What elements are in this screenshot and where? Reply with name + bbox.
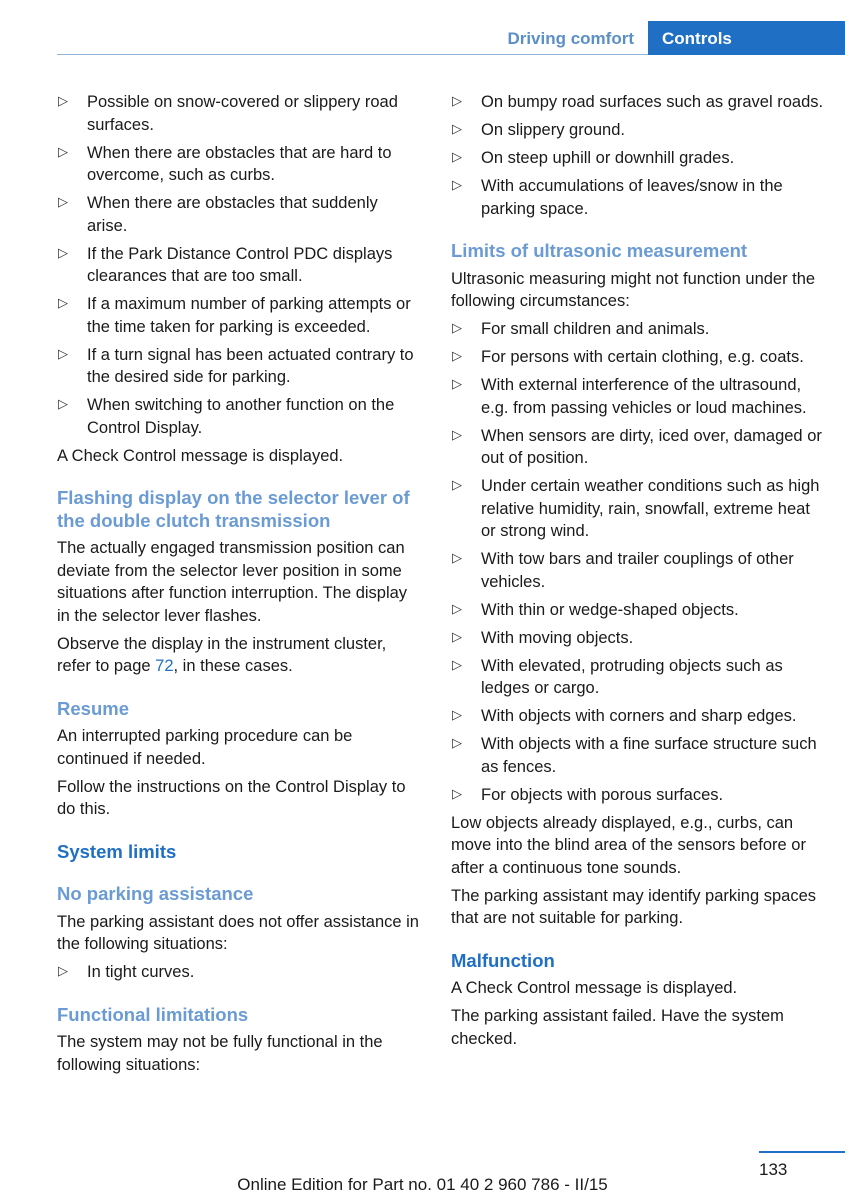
triangle-right-icon: ▷ — [58, 397, 68, 412]
paragraph: The system may not be fully functional in the following situations: — [57, 1033, 383, 1074]
list-item — [57, 142, 422, 187]
list-item-text: With objects with a fine surface structure such as fences. — [481, 735, 817, 776]
heading-ultrasonic-limits: Limits of ultrasonic measurement — [451, 240, 748, 261]
triangle-right-icon: ▷ — [452, 150, 462, 165]
list-item — [57, 293, 422, 338]
paragraph: The parking assistant does not offer assistance in the following situations: — [57, 912, 419, 953]
heading-system-limits: System limits — [57, 840, 177, 862]
paragraph: An interrupted parking procedure can be continued if needed. — [57, 727, 353, 768]
list-item — [57, 961, 422, 984]
triangle-right-icon: ▷ — [452, 94, 462, 109]
list-item — [451, 91, 826, 114]
list-item — [451, 318, 826, 341]
list-item — [57, 192, 422, 237]
list-item-text: With moving objects. — [481, 628, 634, 647]
list-item — [451, 627, 826, 650]
list-item — [451, 475, 826, 543]
heading-flashing-display: Flashing display on the selector lever of the double clutch transmission — [57, 487, 410, 531]
paragraph: The actually engaged transmission position can deviate from the selector lever position in some situations after function interruption. The display in the selector lever flashes. — [57, 539, 408, 625]
triangle-right-icon: ▷ — [58, 94, 68, 109]
heading-functional-limitations: Functional limitations — [57, 1003, 249, 1025]
list-item-text: If a turn signal has been actuated contrary to the desired side for parking. — [87, 345, 414, 386]
paragraph: The parking assistant failed. Have the system checked. — [451, 1007, 784, 1048]
header-section-title: Driving comfort — [507, 29, 634, 48]
triangle-right-icon: ▷ — [452, 629, 462, 645]
triangle-right-icon: ▷ — [452, 601, 462, 617]
paragraph: Follow the instructions on the Control Display to do this. — [57, 777, 406, 818]
list-item-text: For objects with porous surfaces. — [481, 785, 724, 804]
list-item-text: If a maximum number of parking attempts or the time taken for parking is exceeded. — [87, 295, 411, 336]
heading-malfunction: Malfunction — [451, 949, 555, 971]
list-item-text: Under certain weather conditions such as high relative humidity, rain, snowfall, extreme heat or strong wind. — [481, 477, 820, 540]
list-item — [451, 374, 826, 419]
list-item-text: With external interference of the ultrasound, e.g. from passing vehicles or loud machines. — [481, 376, 807, 417]
right-column — [451, 91, 826, 1056]
list-item — [451, 655, 826, 700]
paragraph-text: Observe the display in the instrument cluster, refer to page — [57, 634, 387, 675]
list-item-text: In tight curves. — [87, 963, 195, 981]
triangle-right-icon: ▷ — [452, 321, 462, 336]
triangle-right-icon: ▷ — [452, 178, 462, 193]
paragraph-with-link — [57, 633, 422, 678]
bullet-list — [57, 91, 422, 439]
list-item — [57, 91, 422, 136]
bullet-list — [451, 91, 826, 220]
list-item-text: When there are obstacles that suddenly arise. — [87, 194, 378, 235]
paragraph: Ultrasonic measuring might not function under the following circumstances: — [451, 269, 816, 310]
list-item — [451, 425, 826, 470]
list-item-text: Possible on snow-covered or slippery road surfaces. — [87, 93, 398, 134]
list-item-text: On bumpy road surfaces such as gravel roads. — [481, 93, 824, 111]
triangle-right-icon: ▷ — [58, 964, 68, 979]
list-item — [451, 705, 826, 728]
triangle-right-icon: ▷ — [452, 786, 462, 802]
list-item-text: With thin or wedge-shaped objects. — [481, 600, 739, 619]
list-item — [57, 394, 422, 439]
triangle-right-icon: ▷ — [452, 708, 462, 723]
paragraph: A Check Control message is displayed. — [451, 979, 738, 997]
list-item-text: With tow bars and trailer couplings of other vehicles. — [481, 550, 794, 591]
page-reference-link[interactable]: 72 — [155, 657, 174, 675]
triangle-right-icon: ▷ — [58, 195, 68, 210]
triangle-right-icon: ▷ — [452, 427, 462, 443]
list-item — [57, 243, 422, 288]
list-item — [451, 346, 826, 369]
triangle-right-icon: ▷ — [58, 296, 68, 311]
list-item-text: For small children and animals. — [481, 320, 710, 338]
triangle-right-icon: ▷ — [452, 349, 462, 364]
list-item-text: With elevated, protruding objects such as ledges or cargo. — [481, 656, 783, 697]
list-item-text: When switching to another function on the Control Display. — [87, 396, 395, 437]
list-item-text: With objects with corners and sharp edges. — [481, 707, 797, 725]
triangle-right-icon: ▷ — [452, 122, 462, 137]
triangle-right-icon: ▷ — [58, 346, 68, 362]
check-control-text: A Check Control message is displayed. — [57, 446, 344, 465]
list-item — [451, 175, 826, 220]
list-item — [451, 784, 826, 807]
triangle-right-icon: ▷ — [58, 245, 68, 261]
paragraph-text: , in these cases. — [173, 657, 293, 675]
list-item-text: For persons with certain clothing, e.g. coats. — [481, 348, 804, 366]
left-column — [57, 91, 422, 1082]
heading-resume: Resume — [57, 697, 129, 719]
list-item-text: When there are obstacles that are hard to overcome, such as curbs. — [87, 143, 392, 184]
list-item — [451, 733, 826, 778]
list-item — [451, 119, 826, 142]
list-item-text: When sensors are dirty, iced over, damaged or out of position. — [481, 426, 822, 467]
triangle-right-icon: ▷ — [452, 657, 462, 673]
heading-no-parking-assistance: No parking assistance — [57, 883, 254, 904]
bullet-list — [57, 961, 422, 984]
bullet-list — [451, 318, 826, 806]
triangle-right-icon: ▷ — [452, 377, 462, 392]
list-item-text: If the Park Distance Control PDC displays clearances that are too small. — [87, 244, 393, 285]
paragraph: Low objects already displayed, e.g., curbs, can move into the blind area of the sensors before or after a continuous tone sounds. — [451, 813, 806, 877]
header-chapter-tab: Controls — [648, 21, 845, 55]
list-item — [57, 344, 422, 389]
triangle-right-icon: ▷ — [452, 478, 462, 493]
list-item — [451, 147, 826, 170]
footer-edition-text: Online Edition for Part no. 01 40 2 960 786 - II/15 — [237, 1175, 608, 1194]
list-item-text: On steep uphill or downhill grades. — [481, 149, 735, 167]
triangle-right-icon: ▷ — [58, 144, 68, 160]
list-item — [451, 599, 826, 622]
list-item — [451, 548, 826, 593]
list-item-text: With accumulations of leaves/snow in the parking space. — [481, 177, 783, 218]
footer-rule — [759, 1151, 845, 1153]
page-number: 133 — [759, 1160, 788, 1179]
triangle-right-icon: ▷ — [452, 551, 462, 566]
paragraph: The parking assistant may identify parking spaces that are not suitable for parking. — [451, 886, 817, 927]
triangle-right-icon: ▷ — [452, 736, 462, 751]
list-item-text: On slippery ground. — [481, 121, 625, 139]
